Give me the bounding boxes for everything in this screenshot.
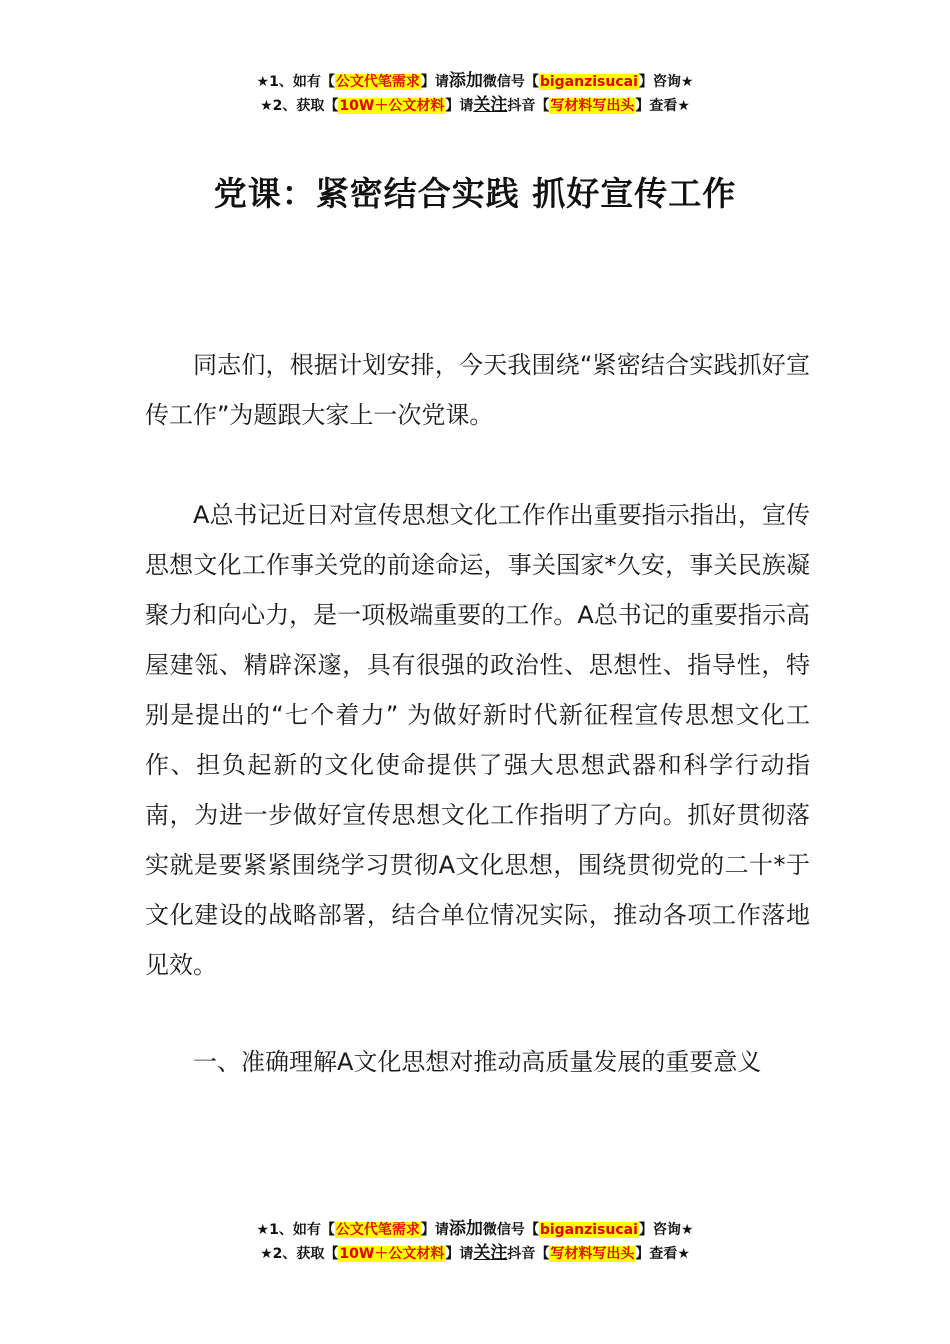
promo-highlight: 10W＋公文材料 bbox=[339, 98, 445, 114]
paragraph: A总书记近日对宣传思想文化工作作出重要指示指出，宣传思想文化工作事关党的前途命运，事关国家*久安，事关民族凝聚力和向心力，是一项极端重要的工作。A总书记的重要指示高屋建瓴、精辟深邃，具有很强的政治性、思想性、指导性，特别是提出的“七个着力” 为做好新时代新征程宣传思想文化工作、担负起新的文化使命提供了强大思想武器和科学行动指南，为进一步做好宣传思想文化工作指明了方向。抓好贯彻落实就是要紧紧围绕学习贯彻A文化思想，围绕贯彻党的二十*于文化建设的战略部署，结合单位情况实际，推动各项工作落地见效。 bbox=[145, 501, 810, 979]
promo-text: 】查看★ bbox=[635, 98, 690, 114]
promo-text: 】请 bbox=[445, 98, 474, 114]
promo-emphasis: 添加 bbox=[448, 71, 483, 91]
footer-promo-banner bbox=[0, 1218, 950, 1266]
promo-text: 】咨询★ bbox=[638, 74, 694, 90]
promo-wechat-id: biganzisucai bbox=[539, 74, 638, 90]
promo-text: 微信号【 bbox=[482, 1222, 539, 1238]
promo-text: 抖音【 bbox=[507, 98, 550, 114]
promo-highlight: 10W＋公文材料 bbox=[339, 1246, 445, 1262]
promo-highlight: 公文代笔需求 bbox=[335, 1222, 420, 1238]
promo-text: ★2、获取【 bbox=[260, 1246, 339, 1262]
promo-text: 】咨询★ bbox=[638, 1222, 694, 1238]
document-title: 党课：紧密结合实践 抓好宣传工作 bbox=[213, 174, 737, 214]
header-promo-line-2 bbox=[0, 94, 950, 118]
promo-text: 微信号【 bbox=[482, 74, 539, 90]
promo-text: 】查看★ bbox=[635, 1246, 690, 1262]
promo-text: 】请 bbox=[420, 74, 449, 90]
promo-highlight: 公文代笔需求 bbox=[335, 74, 420, 90]
promo-emphasis: 添加 bbox=[448, 1219, 483, 1239]
promo-text: 】请 bbox=[420, 1222, 449, 1238]
section-heading: 一、准确理解A文化思想对推动高质量发展的重要意义 bbox=[193, 1048, 762, 1076]
paragraph: 同志们，根据计划安排，今天我围绕“紧密结合实践抓好宣传工作”为题跟大家上一次党课。 bbox=[145, 351, 810, 429]
document-body-intro bbox=[145, 340, 810, 440]
promo-douyin-id: 写材料写出头 bbox=[550, 98, 635, 114]
promo-text: ★2、获取【 bbox=[260, 98, 339, 114]
document-section-heading bbox=[145, 1037, 810, 1087]
footer-promo-line-2 bbox=[0, 1242, 950, 1266]
promo-emphasis: 关注 bbox=[473, 1243, 508, 1263]
promo-text: 】请 bbox=[445, 1246, 474, 1262]
promo-text: ★1、如有【 bbox=[256, 74, 335, 90]
promo-emphasis: 关注 bbox=[473, 95, 508, 115]
header-promo-banner bbox=[0, 70, 950, 118]
promo-wechat-id: biganzisucai bbox=[539, 1222, 638, 1238]
promo-text: 抖音【 bbox=[507, 1246, 550, 1262]
footer-promo-line-1 bbox=[0, 1218, 950, 1242]
document-body-main bbox=[145, 490, 810, 990]
promo-text: ★1、如有【 bbox=[256, 1222, 335, 1238]
promo-douyin-id: 写材料写出头 bbox=[550, 1246, 635, 1262]
header-promo-line-1 bbox=[0, 70, 950, 94]
